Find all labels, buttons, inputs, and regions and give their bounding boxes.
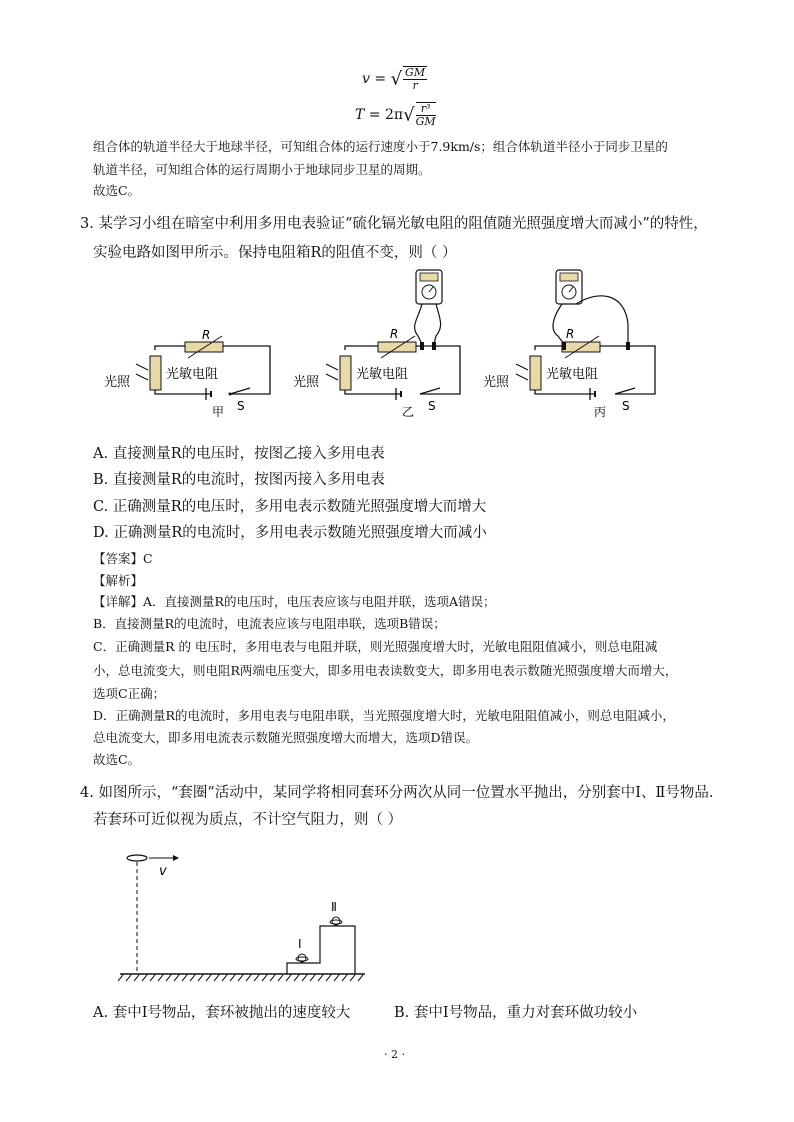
- q2-conclusion: 故选C。: [93, 183, 141, 198]
- resistor-r-label-a: R: [202, 328, 211, 342]
- formula-v-lhs: v: [362, 71, 370, 87]
- q3-detail-line3: C．正确测量R 的 电压时，多用电表与电阻并联，则光照强度增大时，光敏电阻阻值减小，则总电阻减: [93, 639, 658, 654]
- q2-line2: 轨道半径，可知组合体的运行周期小于地球同步卫星的周期。: [93, 162, 431, 177]
- item-1-label: Ⅰ: [298, 937, 302, 951]
- formula-t-lhs: T: [355, 107, 365, 123]
- light-label-a: 光照: [104, 375, 131, 390]
- q4-ring-toss-figure: [115, 848, 385, 983]
- light-label-c: 光照: [483, 375, 510, 390]
- switch-label-a: S: [237, 399, 245, 413]
- q3-option-b: B. 直接测量R的电流时，按图丙接入多用电表: [93, 472, 385, 488]
- formula-t: T = 2π√ $\frac{\text{r³}}{GM}$: [355, 102, 436, 128]
- formula-v-den: r: [412, 79, 418, 92]
- resistor-r-label-c: R: [566, 327, 575, 341]
- q4-stem-line2: 若套环可近似视为质点，不计空气阻力，则（ ）: [93, 812, 403, 828]
- q4-option-b: B. 套中Ⅰ号物品，重力对套环做功较小: [394, 1005, 638, 1021]
- ldr-label-b: 光敏电阻: [356, 367, 409, 382]
- velocity-label: v: [159, 864, 167, 879]
- q2-line1: 组合体的轨道半径大于地球半径，可知组合体的运行速度小于7.9km/s；组合体轨道半径小于同步卫星的: [93, 139, 668, 154]
- caption-a: 甲: [212, 405, 225, 419]
- ldr-label-c: 光敏电阻: [546, 367, 599, 382]
- formula-t-den: GM: [415, 115, 436, 128]
- q3-detail-line6: D．正确测量R的电流时，多用电表与电阻串联，当光照强度增大时，光敏电阻阻值减小，则总电阻减小，: [93, 708, 675, 723]
- circuit-b: [293, 270, 460, 419]
- q4-stem-line1: 4. 如图所示，“套圈”活动中，某同学将相同套环分两次从同一位置水平抛出，分别套中Ⅰ、Ⅱ号物品.: [80, 785, 714, 801]
- q4-option-a: A. 套中Ⅰ号物品，套环被抛出的速度较大: [93, 1005, 351, 1021]
- q3-circuit-figure: [100, 264, 670, 434]
- q3-option-a: A. 直接测量R的电压时，按图乙接入多用电表: [93, 446, 385, 462]
- q3-detail-line5: 选项C正确；: [93, 686, 166, 701]
- resistor-r-label-b: R: [390, 327, 399, 341]
- item-2-label: Ⅱ: [331, 900, 337, 914]
- q3-detail-line8: 故选C。: [93, 752, 141, 767]
- q3-detail-line7: 总电流变大，即多用电流表示数随光照强度增大而增大，选项D错误。: [93, 730, 479, 745]
- q3-answer: 【答案】C: [93, 551, 153, 566]
- caption-b: 乙: [402, 405, 415, 419]
- formula-t-num: r³: [416, 103, 436, 116]
- q3-detail-line4: 小，总电流变大，则电阻R两端电压变大，即多用电表读数变大，即多用电表示数随光照强度增大而增大，: [93, 663, 678, 678]
- q3-detail-line2: B．直接测量R的电流时，电流表应该与电阻串联，选项B错误；: [93, 616, 446, 631]
- circuit-c: [483, 270, 655, 419]
- ldr-label-a: 光敏电阻: [166, 367, 219, 382]
- q3-detail-line1: 【详解】A．直接测量R的电压时，电压表应该与电阻并联，选项A错误；: [93, 594, 496, 609]
- q3-option-d: D. 正确测量R的电流时，多用电表示数随光照强度增大而减小: [93, 525, 487, 541]
- switch-label-b: S: [428, 399, 436, 413]
- q3-analysis-head: 【解析】: [93, 573, 144, 588]
- q3-option-c: C. 正确测量R的电压时，多用电表示数随光照强度增大而增大: [93, 499, 487, 515]
- light-label-b: 光照: [293, 375, 320, 390]
- q3-stem-line1: 3. 某学习小组在暗室中利用多用电表验证“硫化镉光敏电阻的阻值随光照强度增大而减小”的特性，: [80, 216, 708, 232]
- switch-label-c: S: [622, 399, 630, 413]
- circuit-a: [104, 328, 270, 419]
- page-number: · 2 ·: [384, 1048, 405, 1061]
- q3-stem-line2: 实验电路如图甲所示。保持电阻箱R的阻值不变，则（ ）: [93, 245, 457, 261]
- formula-v-num: GM: [405, 66, 426, 79]
- caption-c: 丙: [594, 405, 607, 419]
- formula-t-coef: 2π: [384, 107, 404, 123]
- formula-v: v = √ $\frac{GM}{r}$: [362, 66, 426, 92]
